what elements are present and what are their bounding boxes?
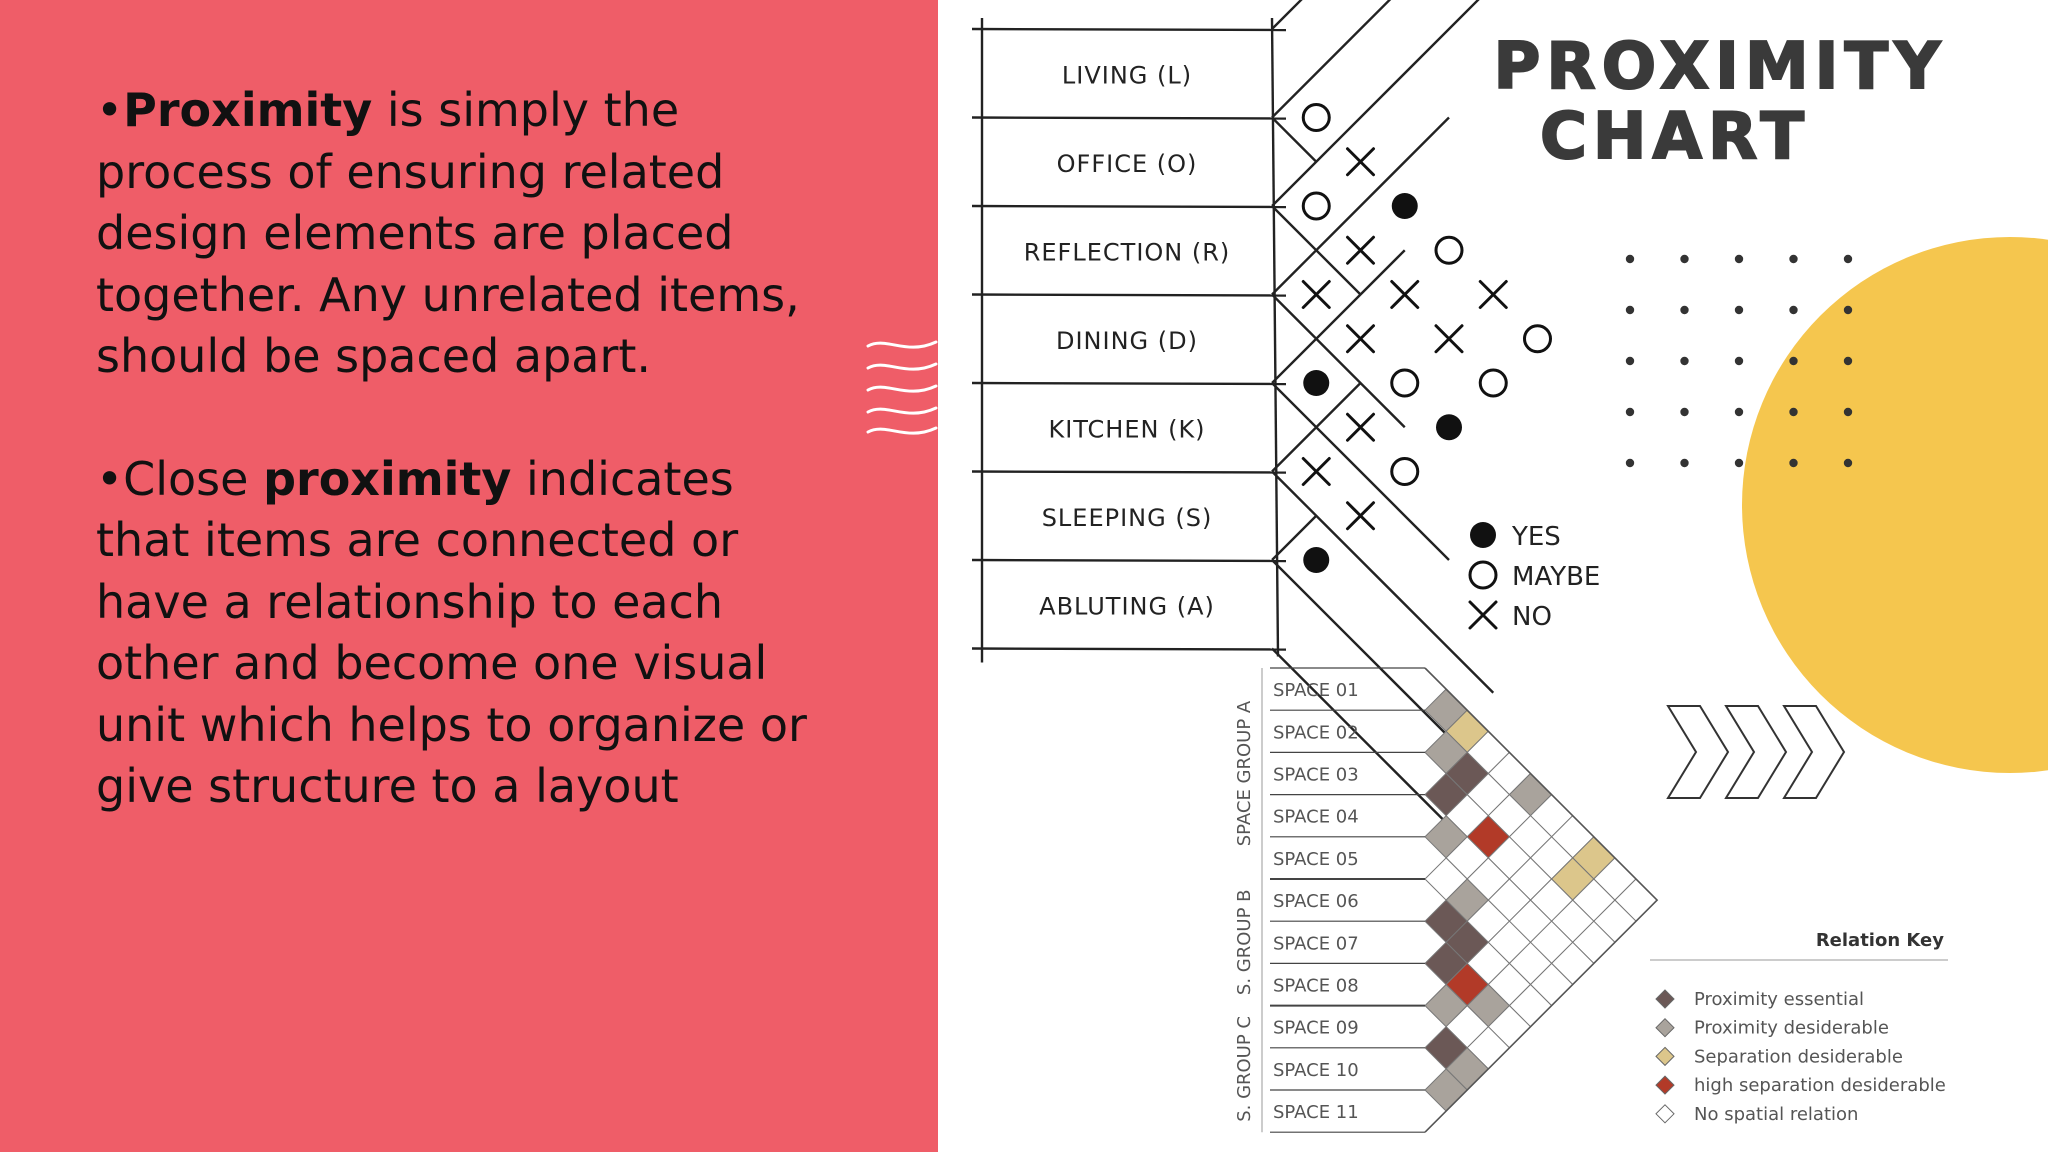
- right-artwork: [938, 0, 2048, 1152]
- no-symbol: [1348, 503, 1374, 529]
- hand-chart-row-label: KITCHEN (K): [1048, 415, 1206, 444]
- matrix-row-label: SPACE 03: [1273, 764, 1359, 786]
- maybe-symbol: [1392, 370, 1418, 396]
- relation-key-label: Proximity desiderable: [1694, 1017, 1889, 1039]
- grid-dot: [1844, 357, 1852, 365]
- hand-chart-row-label: LIVING (L): [1061, 61, 1193, 90]
- grid-dot: [1626, 357, 1634, 365]
- matrix-row-label: SPACE 02: [1273, 722, 1359, 744]
- yes-symbol: [1392, 193, 1418, 219]
- grid-dot: [1844, 459, 1852, 467]
- grid-dot: [1844, 306, 1852, 314]
- relation-key-title: Relation Key: [1815, 930, 1944, 951]
- grid-dot: [1680, 306, 1688, 314]
- chevron-arrows-icon: [1668, 706, 1844, 798]
- bullet-text-body: indicates that items are connected or have a relationship to each other and become one visual unit which helps to organize or give structure to a layout: [96, 451, 807, 813]
- decorative-circle: [1742, 237, 2048, 773]
- relation-key-swatch: [1656, 990, 1674, 1008]
- matrix-row-label: SPACE 09: [1273, 1017, 1359, 1039]
- grid-dot: [1680, 408, 1688, 416]
- bullet-text-body: is simply the process of ensuring related design elements are placed together. Any unrelated items, should be spaced apart.: [96, 83, 800, 383]
- grid-dot: [1680, 255, 1688, 263]
- matrix-row-label: SPACE 06: [1273, 891, 1359, 913]
- yes-symbol: [1470, 522, 1496, 548]
- maybe-symbol: [1470, 562, 1496, 588]
- no-symbol: [1303, 459, 1329, 485]
- relation-key-label: Proximity essential: [1694, 989, 1865, 1010]
- relation-key-swatch: [1656, 1076, 1674, 1094]
- matrix-row-label: SPACE 10: [1273, 1059, 1359, 1081]
- no-symbol: [1348, 149, 1374, 175]
- bullet-mark: •: [96, 83, 124, 137]
- hand-legend-label: YES: [1512, 522, 1561, 552]
- maybe-symbol: [1480, 370, 1506, 396]
- grid-dot: [1735, 357, 1743, 365]
- grid-dot: [1680, 357, 1688, 365]
- maybe-symbol: [1436, 237, 1462, 263]
- matrix-row-label: SPACE 11: [1273, 1102, 1359, 1124]
- slide-title-line1: PROXIMITY: [1493, 30, 1947, 104]
- relation-key-label: Separation desiderable: [1694, 1046, 1903, 1068]
- grid-dot: [1626, 459, 1634, 467]
- maybe-symbol: [1303, 193, 1329, 219]
- grid-dot: [1789, 357, 1797, 365]
- slide-title-line2: CHART: [1539, 100, 1811, 174]
- grid-dot: [1626, 306, 1634, 314]
- grid-dot: [1789, 306, 1797, 314]
- no-symbol: [1392, 282, 1418, 308]
- wave-lines-icon: [866, 338, 938, 438]
- matrix-row-label: SPACE 08: [1273, 975, 1359, 997]
- relation-key-label: high separation desiderable: [1694, 1075, 1946, 1097]
- hand-legend-label: MAYBE: [1512, 562, 1601, 592]
- matrix-group-label: SPACE GROUP A: [1234, 700, 1255, 847]
- matrix-group-label: S. GROUP B: [1234, 889, 1255, 996]
- maybe-symbol: [1525, 326, 1551, 352]
- grid-dot: [1735, 408, 1743, 416]
- yes-symbol: [1303, 370, 1329, 396]
- hand-chart-row-label: REFLECTION (R): [1023, 238, 1231, 267]
- matrix-row-label: SPACE 07: [1273, 933, 1359, 955]
- hand-chart-row-label: ABLUTING (A): [1039, 592, 1215, 621]
- no-symbol: [1348, 414, 1374, 440]
- grid-dot: [1626, 255, 1634, 263]
- bullet-lead: •Close: [96, 451, 264, 506]
- grid-dot: [1789, 459, 1797, 467]
- grid-dot: [1680, 459, 1688, 467]
- hand-legend-label: NO: [1512, 602, 1552, 632]
- grid-dot: [1844, 408, 1852, 416]
- matrix-row-label: SPACE 05: [1273, 848, 1359, 870]
- maybe-symbol: [1303, 105, 1329, 131]
- no-symbol: [1480, 282, 1506, 308]
- matrix-row-label: SPACE 04: [1273, 806, 1359, 828]
- paragraph-gap: [96, 388, 836, 449]
- grid-dot: [1735, 459, 1743, 467]
- matrix-group-label: S. GROUP C: [1234, 1015, 1255, 1122]
- no-symbol: [1348, 326, 1374, 352]
- yes-symbol: [1303, 547, 1329, 573]
- grid-dot: [1844, 255, 1852, 263]
- space-relation-matrix: [1234, 668, 1948, 1132]
- no-symbol: [1348, 237, 1374, 263]
- left-panel: [0, 0, 938, 1152]
- grid-dot: [1735, 255, 1743, 263]
- hand-chart-row-label: SLEEPING (S): [1041, 503, 1213, 532]
- relation-key-swatch: [1656, 1019, 1674, 1037]
- hand-chart-row-label: DINING (D): [1056, 326, 1198, 355]
- no-symbol: [1436, 326, 1462, 352]
- yes-symbol: [1436, 414, 1462, 440]
- relation-key-label: No spatial relation: [1694, 1103, 1859, 1125]
- maybe-symbol: [1392, 459, 1418, 485]
- relation-key-swatch: [1656, 1047, 1674, 1065]
- matrix-row-label: SPACE 01: [1273, 680, 1359, 702]
- bullet-close-proximity: [96, 449, 836, 818]
- bold-term: Proximity: [123, 83, 373, 137]
- grid-dot: [1789, 408, 1797, 416]
- relation-key-swatch: [1656, 1105, 1674, 1123]
- grid-dot: [1626, 408, 1634, 416]
- bullet-text: [96, 80, 836, 818]
- bold-term: proximity: [263, 451, 512, 506]
- bullet-proximity-definition: [96, 80, 836, 388]
- no-symbol: [1470, 602, 1496, 628]
- grid-dot: [1735, 306, 1743, 314]
- no-symbol: [1303, 282, 1329, 308]
- grid-dot: [1789, 255, 1797, 263]
- hand-chart-row-label: OFFICE (O): [1056, 149, 1198, 178]
